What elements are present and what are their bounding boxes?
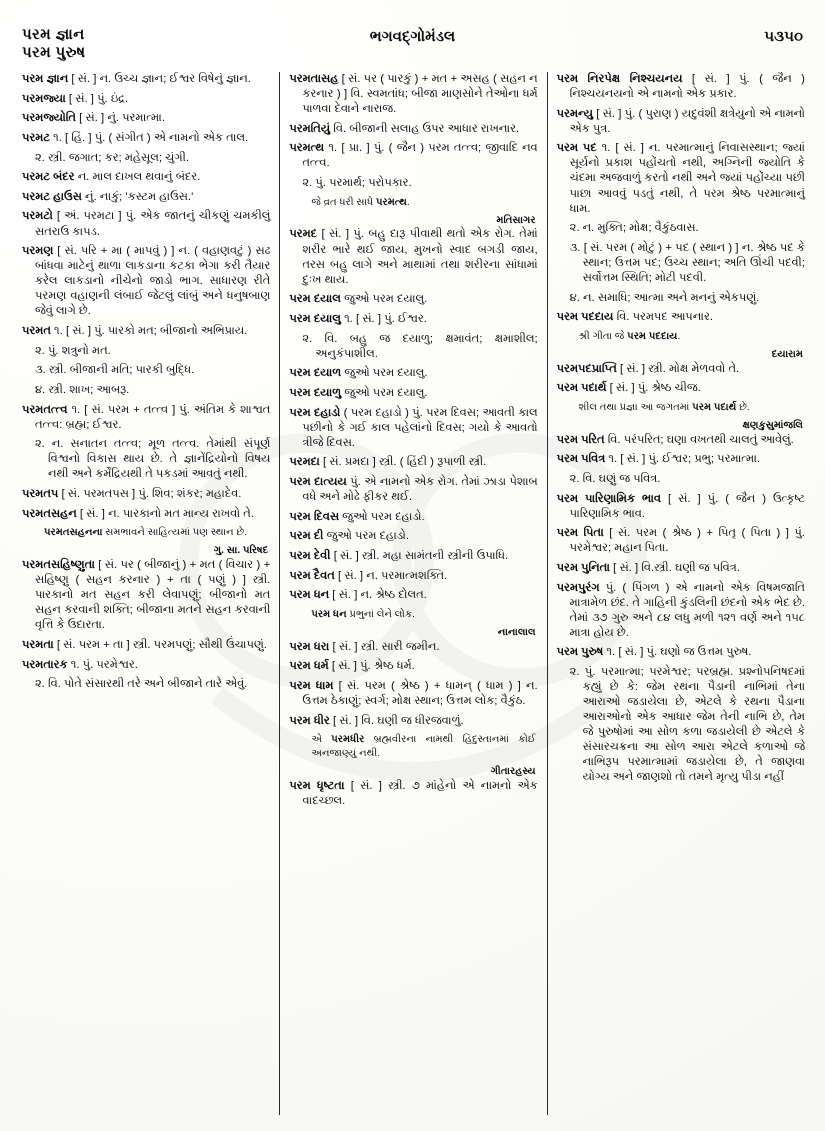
dictionary-entry <box>289 588 537 603</box>
entry-headword: પરમ દૈવત <box>289 569 335 582</box>
entry-citation-block <box>557 401 805 433</box>
page-header <box>22 26 803 72</box>
text-column-1 <box>20 72 279 1115</box>
entry-headword: પરમટ બંદર <box>22 171 75 184</box>
entry-sense: ૩. સ્ત્રી. બીજાની મતિ; પારકી બુદ્ધિ. <box>35 364 195 377</box>
dictionary-entry <box>22 72 270 87</box>
quotation-source: દયારામ <box>771 349 803 361</box>
dictionary-entry <box>289 714 537 729</box>
entry-headword: પરમ પરિત <box>556 433 605 446</box>
entry-definition: જુઓ પરમ દહાડો. <box>339 510 425 523</box>
entry-headword: પરમતા <box>22 638 54 651</box>
entry-headword: પરમટ હાઉસ <box>22 190 82 203</box>
entry-definition: [ સં. ] ન. પરમાત્મશક્તિ. <box>334 569 448 582</box>
dictionary-entry <box>289 227 537 287</box>
entry-sense: ૨. વિ. બહુ જ દયાળુ; ક્ષમાવંત; ક્ષમાશીલ; અનુકંપાશીલ. <box>302 332 538 360</box>
entry-citation-block <box>557 330 805 362</box>
entry-headword: પરમ ધન <box>289 589 330 602</box>
entry-definition: વિ. પરમપદ આપનાર. <box>613 311 714 324</box>
dictionary-entry <box>22 487 270 502</box>
entry-definition: જુઓ પરમ દયાલુ. <box>341 386 428 399</box>
entry-headword: પરમ પદદાય <box>556 311 614 324</box>
quotation-source: નાનાલાલ <box>497 626 536 638</box>
entry-headword: પરમ દિવસ <box>289 510 340 523</box>
entry-headword: પરમ પવિત્ર <box>556 453 606 466</box>
dictionary-entry <box>289 141 537 171</box>
entry-headword: પરમતત્ત્વ <box>22 403 68 416</box>
entry-headword: પરમ દયાલુ <box>289 312 341 325</box>
dictionary-entry <box>22 244 270 319</box>
entry-definition: [ સં. ] ન. શ્રેષ્ઠ દોલત. <box>329 589 427 602</box>
entry-definition: ૧. [ સં. ] પું. ઘણો જ ઉત્તમ પુરુષ. <box>603 646 752 659</box>
entry-headword: પરમ જ્ઞાન <box>22 73 69 85</box>
entry-definition: [ સં. ] ન. પારકાનો મત માન્ય રાખવો તે. <box>76 507 254 520</box>
entry-headword: પરમ દહાડો <box>289 406 341 419</box>
quotation-text: પરમ ધન પ્રભુનાં લેને લોક. <box>311 608 415 620</box>
entry-definition: ૧. [ પ્રા. ] પું. ( જૈન ) પરમ તત્ત્વ; જીવાદિ નવ તત્ત્વ. <box>302 142 538 170</box>
entry-definition: પું. ( પિંગળ ) એ નામનો એક વિષમજાતિ માત્રામેળ છંદ. તે ગાહિની કુંડલિની છંદનો એક ભેદ છે. તેમાં ૩૭ ગુરુ અને ૮૪ લધુ મળી ૧૨૧ વર્ણ અને ૧૫૮ માત્રા હોય છે. <box>569 581 805 639</box>
quotation-keyword: પરમત્થ <box>375 196 407 208</box>
quotation-text: શીલ તથા પ્રજ્ઞા આ જગતમાં પરમ પદાર્થ છે. <box>578 401 750 413</box>
entry-headword: પરમદા <box>289 456 320 469</box>
quotation-keyword: પરમતસહનના <box>44 527 103 539</box>
entry-definition: [ સં. પર ( પારકું ) + મત + અસહ ( સહન ન કરનાર ) ] વિ. સ્વમતાંધ; બીજા માણસોને તેઓના ધર્મ પાળવા દેવાને નારાજ. <box>302 73 538 116</box>
entry-headword: પરમ નિરપેક્ષ નિશ્ચયનય <box>556 73 683 85</box>
dictionary-entry <box>289 569 537 584</box>
quotation-text: શ્રી ગીતા જે પરમ પદદાય. <box>578 330 681 342</box>
entry-citation-block <box>289 733 537 778</box>
entry-definition: પું. એ નામનો એક રોગ. તેમાં ઝાડા પેશાબ વધે અને મોઢે ફીકર થઈ. <box>302 475 538 503</box>
entry-citation-block <box>289 608 537 640</box>
entry-sense: ૪. સ્ત્રી. શાખ; આબરૂ. <box>35 383 130 396</box>
dictionary-entry <box>289 510 537 525</box>
entry-headword: પરમ દેવી <box>289 549 331 562</box>
entry-headword: પરમતપ <box>22 487 59 500</box>
quotation-source: ગીતારહસ્ય <box>490 765 536 777</box>
dictionary-entry <box>289 529 537 544</box>
entry-definition: [ સં. પરમતપસ ] પું. શિવ; શંકર; મહાદેવ. <box>58 487 242 500</box>
quotation-source: મતિસાગર <box>496 214 536 226</box>
quotation-text: જે વ્રત ધરી સાધે પરમત્થ. <box>311 196 410 208</box>
entry-headword: પરમન્યુ <box>556 107 594 120</box>
dictionary-entry <box>289 72 537 117</box>
entry-definition: [ સં. ] નું. પરમાત્મા. <box>75 112 166 125</box>
quotation-source: ક્ષણકુસુમાંજલિ <box>742 420 803 432</box>
entry-definition: [ સં. ] પું. ( પુરાણ ) યદુવંશી ક્ષત્રેયુનો એ નામનો એક પુત્ર. <box>569 107 805 135</box>
entry-sense: ૨. ન. સનાતન તત્ત્વ; મૂળ તત્ત્વ. તેમાંથી સંપૂર્ણ વિશ્વનો વિકાસ થાય છે. તે જ્ઞાનેંદ્રિયોનો વિષય નથી અને કર્મેંદ્રિયથી તે પકડમાં આવતું નથી. <box>35 438 271 481</box>
entry-headword: પરમતાસહ <box>289 73 339 85</box>
dictionary-entry <box>289 292 537 307</box>
entry-sense: ૪. ન. સમાધિ; આત્મા અને મનનું એકપણું. <box>569 291 760 304</box>
entry-sense: ૨. ન. મુક્તિ; મોક્ષ; વૈકુંઠવાસ. <box>569 222 699 235</box>
entry-headword: પરમત્થ <box>289 142 325 155</box>
text-column-3 <box>548 72 807 1115</box>
dictionary-entry <box>22 507 270 522</box>
dictionary-entry <box>289 386 537 401</box>
entry-definition: [ અં. પરમટા ] પું. એક જાતનું ચીકણું ચમકીલું સતરાઉ કાપડ. <box>35 210 271 238</box>
entry-sense: ૨. વિ. પોતે સંસારથી તરે અને બીજાને તારે એવું. <box>35 678 248 691</box>
entry-headword: પરમ દી <box>289 530 324 543</box>
dictionary-entry <box>22 131 270 146</box>
entry-headword: પરમ દયાળ <box>289 367 342 380</box>
entry-headword: પરમતસહિષ્ણુતા <box>22 559 95 572</box>
dictionary-entry <box>22 324 270 339</box>
entry-headword: પરમતસહન <box>22 507 77 520</box>
entry-headword: પરમદ <box>289 228 318 241</box>
entry-headword: પરમ પુનિતા <box>556 562 610 574</box>
dictionary-entry <box>289 659 537 674</box>
entry-definition: [ સં. ] વિ. ઘણી જ ધીરજવાળું. <box>329 714 464 727</box>
quotation-keyword: પરમ ધન <box>311 608 347 620</box>
dictionary-entry <box>289 122 537 137</box>
entry-headword: પરમ પિતા <box>556 527 604 540</box>
dictionary-entry <box>22 92 270 107</box>
dictionary-entry <box>289 779 537 809</box>
entry-definition: ૧. [ સં. ] ન. પરમાત્માનું નિવાસસ્થાન; જ્યાં સૂર્યનો પ્રકાશ પહોંચતો નથી, અગ્નિની જ્યોતિ કે ચંદમા અજવાળું કરતો નથી અને જ્યાં પહોંચ્યા પછી પાછા આવવું પડતું નથી, તે પરમ શ્રેષ્ઠ પરમાત્માનું ધામ. <box>569 142 805 215</box>
entry-headword: પરમપદપ્રાપ્તિ <box>556 362 617 375</box>
running-head-first-word: પરમ જ્ઞાન <box>22 26 85 43</box>
entry-definition: જુઓ પરમ દહાડો. <box>323 530 410 543</box>
entry-definition: જુઓ પરમ દયાલુ. <box>340 293 428 306</box>
entry-headword: પરમજ્યોતિ <box>22 112 76 125</box>
dictionary-entry <box>289 406 537 451</box>
entry-definition: જુઓ પરમ દયાલુ. <box>341 367 428 380</box>
entry-definition: ૧. [ હિં. ] પું. ( સંગીત ) એ નામનો એક તાલ. <box>49 131 249 144</box>
dictionary-entry <box>22 170 270 185</box>
entry-definition: [ સં. ] સ્ત્રી. મોક્ષ મેળવવો તે. <box>616 362 740 375</box>
entry-definition: [ સં. પરમ ( શ્રેષ્ઠ ) + પિતૃ ( પિતા ) ] પું. પરમેશ્વર; મહાન પિતા. <box>569 527 805 555</box>
dictionary-entry <box>289 475 537 505</box>
entry-definition: ૧. પું. પરમેશ્વર. <box>67 658 138 671</box>
dictionary-entry <box>289 455 537 470</box>
entry-headword: પરમ ધરા <box>289 640 330 653</box>
entry-definition: ૧. [ સં. ] પું. ઈશ્વર; પ્રભુ; પરમાત્મા. <box>605 453 761 466</box>
entry-definition: [ સં. ] ન. ઉચ્ચ જ્ઞાન; ઈશ્વર વિષેનું જ્ઞાન. <box>68 73 251 85</box>
entry-headword: પરમ દયાલ <box>289 293 341 306</box>
entry-headword: પરમટો <box>22 210 53 223</box>
running-head-last-word: પરમ પુરુષ <box>22 44 86 61</box>
entry-definition: ૧. [ સં. પરમ + તત્ત્વ ] પું. અંતિમ કે શાશ્વત તત્ત્વ: બ્રહ્મ; ઈશ્વર. <box>35 403 271 431</box>
entry-definition: [ સં. ] સ્ત્રી. સારી જમીન. <box>329 640 440 653</box>
entry-headword: પરમટ <box>22 131 50 144</box>
dictionary-entry <box>22 190 270 205</box>
entry-headword: પરમ ધર્મ <box>289 660 329 673</box>
entry-headword: પરમ ધીર <box>289 714 330 727</box>
dictionary-entry <box>557 452 805 467</box>
entry-headword: પરમ પદ <box>556 142 597 155</box>
entry-definition: ( પરમ દહાડો ) પું. પરમ દિવસ; આવતી કાલ પછીનો કે ગઈ કાલ પહેલાંનો દિવસ; ગયો કે આવતો ત્રીજે દિવસ. <box>302 406 538 449</box>
dictionary-entry <box>22 209 270 239</box>
dictionary-entry <box>557 561 805 576</box>
entry-sense: ૩. [ સં. પરમ ( મોટું ) + પદ ( સ્થાન ) ] ન. શ્રેષ્ઠ પદ કે સ્થાન; ઉત્તમ પદ; ઉચ્ચ સ્થાન; અતિ ઊંચી પદવી; સર્વોત્તમ સ્થિતિ; મોટી પદવી. <box>569 241 805 284</box>
entry-definition: ન. માલ દાખલ થવાનું બંદર. <box>74 171 201 184</box>
entry-definition: [ સં. ] પું. ઇંદ્ર. <box>65 92 129 105</box>
dictionary-entry <box>557 362 805 377</box>
entry-definition: [ સં. પરમ ( શ્રેષ્ઠ ) + ધામન્ ( ધામ ) ] ન. ઉત્તમ ઠેકાણું; સ્વર્ગ; મોક્ષ સ્થાન; ઉત્તમ લોક; વૈકુંઠ. <box>302 679 538 707</box>
entry-headword: પરમ પુરુષ <box>556 646 604 659</box>
page-number: ૫૩૫૦ <box>764 28 803 45</box>
dictionary-entry <box>557 107 805 137</box>
dictionary-entry <box>22 403 270 433</box>
quotation-keyword: પરમધીર <box>331 734 365 746</box>
entry-headword: પરમતિયું <box>289 122 331 135</box>
entry-headword: પરમ પારિણામિક ભાવ <box>556 492 661 505</box>
quotation-source: ગુ. સા. પરિષદ <box>213 545 269 557</box>
entry-sense: ૨. વિ. ઘણું જ પવિત્ર. <box>569 472 661 485</box>
quotation-keyword: પરમ પદદાય <box>627 330 678 342</box>
entry-citation-block <box>22 526 270 558</box>
dictionary-entry <box>557 141 805 216</box>
entry-definition: ૧. [ સં. ] પું. ઈશ્વર. <box>340 312 427 325</box>
dictionary-entry <box>557 310 805 325</box>
column-container <box>20 72 807 1115</box>
entry-headword: પરમત <box>22 325 51 337</box>
book-title: ભગવદ્ગોમંડલ <box>369 28 456 45</box>
dictionary-entry <box>557 72 805 102</box>
dictionary-entry <box>557 492 805 522</box>
entry-definition: [ સં. ] પું. ( જૈન ) નિશ્ચયનયનો એ નામનો એક પ્રકાર. <box>569 73 805 101</box>
entry-headword: પરમજ્યા <box>22 92 66 105</box>
dictionary-entry <box>557 381 805 396</box>
quotation-text: પરમતસહનના સમભાવને સાહિત્યમાં પણ સ્થાન છે. <box>44 527 248 539</box>
entry-definition: [ સં. પરિ + મા ( માપવું ) ] ન. ( વહાણવટું ) સઢ બાંધવા માટેનું થાળા લાકડાના કટકા ભેગા કરી તૈયાર કરેલ લાકડાનો નીચેનો જાડો ભાગ. સાધારણ રીતે પરમણ વહાણની લંબાઈ જેટલું લાંબું અને ધનુષબાણ જેવું લાગે છે. <box>35 245 271 318</box>
dictionary-entry <box>289 640 537 655</box>
entry-definition: [ સં. ] સ્ત્રી. ૭ માંહેનો એ નામનો એક વાદચ્છલ. <box>302 779 538 807</box>
entry-citation-block <box>289 196 537 228</box>
entry-sense: ૨. સ્ત્રી. જગાત; કર; મહેસૂલ; ચુંગી. <box>35 151 190 164</box>
entry-definition: [ સં. પરમ + તા ] સ્ત્રી. પરમપણું; સૌથી ઉંચાપણું. <box>53 638 267 651</box>
entry-headword: પરમ ધામ <box>289 679 334 692</box>
dictionary-entry <box>22 658 270 673</box>
text-column-2 <box>279 72 547 1115</box>
entry-definition: ૧. [ સં. ] પું. પારકો મત; બીજાનો અભિપ્રાય. <box>50 325 248 337</box>
dictionary-entry <box>22 558 270 633</box>
entry-definition: [ સં. ] વિ.સ્ત્રી. ઘણી જ પવિત્ર. <box>609 562 740 574</box>
entry-headword: પરમ ધૃષ્ટતા <box>289 779 345 792</box>
entry-headword: પરમણ <box>22 245 54 258</box>
entry-definition: નું. નાકું; 'કસ્ટમ હાઉસ.' <box>81 190 194 203</box>
dictionary-entry <box>557 581 805 641</box>
entry-definition: [ સં. ] પું. બહુ દારૂ પીવાથી થતો એક રોગ. તેમાં શરીર ભારે થઈ જાય, મુખનો સ્વાદ બગડી જાય, તરસ બહુ લાગે અને માથામાં તથા શરીરના સાંધામાં દુઃખ થાય. <box>302 228 538 286</box>
dictionary-entry <box>289 366 537 381</box>
entry-sense: ૨. પું. પરમાર્થ; પરોપકાર. <box>302 177 412 190</box>
entry-headword: પરમપુરંગ <box>556 581 600 594</box>
entry-definition: [ સં. પ્રમદા ] સ્ત્રી. ( હિંદી ) રૂપાળી સ્ત્રી. <box>319 456 487 469</box>
entry-headword: પરમ પદાર્થ <box>556 382 607 395</box>
entry-sense: ૨. પું. પરમાત્મા; પરમેશ્વર; પરબ્રહ્મ. પ્રશ્નોપનિષદમાં કહ્યું છે કે: જેમ રથના પૈડાની નાભિમાં તેના આરાઓ જડાયેલા છે, એટલે કે રથના પૈડાના આરાઓનો એક આધાર જેમ તેની નાભિ છે, તેમ જે પુરુષોમાં આ સોળ કળા જડાયેલી છે એટલે કે સંસારચક્રના આ સોળ આરા એટલે કળાઓ જે નાભિરૂપ પરમાત્મામાં જડાયેલા છે, તે જાણવા યોગ્ય અને જાણશો તો તમને મૃત્યુ પીડા નહીં <box>569 666 805 784</box>
entry-headword: પરમ દયાળુ <box>289 386 342 399</box>
dictionary-entry <box>557 433 805 448</box>
dictionary-entry <box>22 638 270 653</box>
entry-definition: [ સં. ] પું. ( જૈન ) ઉત્કૃષ્ટ પારિણામિક ભાવ. <box>569 492 805 520</box>
entry-definition: [ સં. ] પું. શ્રેષ્ઠ ચીજ. <box>606 382 701 395</box>
entry-definition: [ સં. ] સ્ત્રી. મહા સામંતની સ્ત્રીની ઉપાધિ. <box>330 549 509 562</box>
entry-definition: વિ. પરંપરિત; ઘણા વખતથી ચાલતું આવેલું. <box>604 433 794 446</box>
dictionary-entry <box>557 645 805 660</box>
entry-definition: વિ. બીજાની સલાહ ઉપર આધાર રાખનાર. <box>330 122 520 135</box>
entry-headword: પરમતારક <box>22 658 68 671</box>
entry-headword: પરમ દાત્યય <box>289 475 347 488</box>
dictionary-entry <box>557 526 805 556</box>
dictionary-entry <box>289 312 537 327</box>
quotation-text: એ પરમધીર બ્રહ્મવીરના નામથી હિંદુસ્તાનમાં કોઈ અનજાણ્યું નથી. <box>311 734 536 759</box>
dictionary-entry <box>22 111 270 126</box>
dictionary-entry <box>289 549 537 564</box>
entry-sense: ૨. પું. શત્રુનો મત. <box>35 344 111 357</box>
quotation-keyword: પરમ પદાર્થ <box>692 401 737 413</box>
entry-definition: [ સં. ] પું. શ્રેષ્ઠ ધર્મ. <box>328 660 415 673</box>
entry-definition: [ સં. પર ( બીજાનું ) + મત ( વિચાર ) + સહિષ્ણુ ( સહન કરનાર ) + તા ( પણું ) ] સ્ત્રી. પારકાનો મત સહન કરી લેવાપણું; બીજાનો મત સહન કરવાની શક્તિ; બીજાના મતને સહન કરવાની વૃત્તિ કે ઉદારતા. <box>35 559 271 632</box>
dictionary-entry <box>289 679 537 709</box>
